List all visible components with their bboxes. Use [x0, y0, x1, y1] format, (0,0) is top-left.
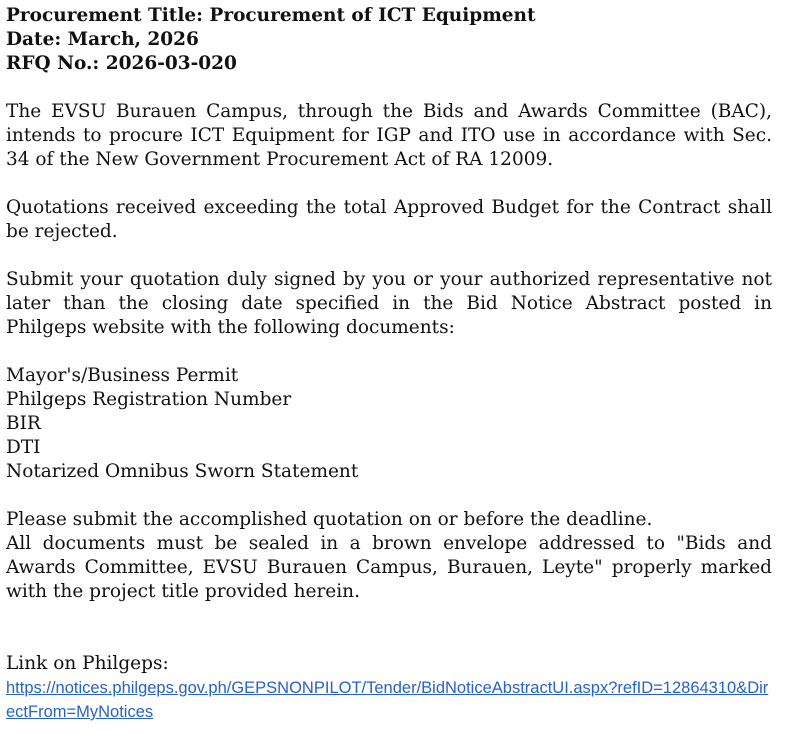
- requirement-item: DTI: [6, 437, 41, 458]
- link-label: Link on Philgeps:: [6, 653, 169, 674]
- requirement-item: Notarized Omnibus Sworn Statement: [6, 461, 359, 482]
- submission-paragraph: Submit your quotation duly signed by you or your authorized representative not later than the closing date specified in the Bid Notice Abstract posted in Philgeps website with the following documents:: [6, 269, 772, 338]
- rfq-number: RFQ No.: 2026-03-020: [6, 53, 237, 74]
- budget-notice-paragraph: Quotations received exceeding the total Approved Budget for the Contract shall be rejected.: [6, 197, 772, 242]
- intro-paragraph: The EVSU Burauen Campus, through the Bids and Awards Committee (BAC), intends to procure ICT Equipment for IGP and ITO use in accordance with Sec. 34 of the New Government Procurement Act of RA 12009.: [6, 101, 772, 170]
- spacer: [6, 484, 772, 508]
- spacer: [6, 604, 772, 652]
- spacer: [6, 340, 772, 364]
- philgeps-link[interactable]: https://notices.philgeps.gov.ph/GEPSNONPILOT/Tender/BidNoticeAbstractUI.aspx?refID=12864310&DirectFrom=MyNotices: [6, 679, 769, 721]
- requirement-item: BIR: [6, 413, 41, 434]
- spacer: [6, 244, 772, 268]
- spacer: [6, 172, 772, 196]
- requirement-item: Philgeps Registration Number: [6, 389, 292, 410]
- procurement-date: Date: March, 2026: [6, 29, 199, 50]
- deadline-notice: Please submit the accomplished quotation on or before the deadline.: [6, 509, 653, 530]
- requirement-item: Mayor's/Business Permit: [6, 365, 239, 386]
- requirements-list: [6, 364, 772, 484]
- spacer: [6, 76, 772, 100]
- sealing-notice-paragraph: All documents must be sealed in a brown envelope addressed to "Bids and Awards Committee, EVSU Burauen Campus, Burauen, Leyte" properly marked with the project title provided herein.: [6, 533, 772, 602]
- procurement-title: Procurement Title: Procurement of ICT Equipment: [6, 5, 536, 26]
- document-page: [6, 4, 772, 724]
